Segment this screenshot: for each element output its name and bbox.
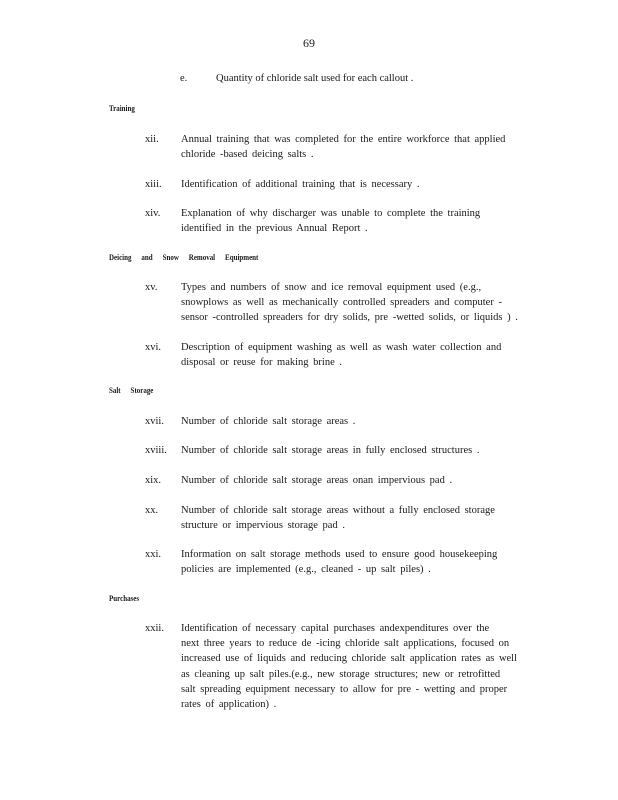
intro-item-text: Quantity of chloride salt used for each callout . [216,73,414,84]
item-number: xx. [145,505,159,516]
item-number: xiii. [145,179,162,190]
item-number: xvii. [145,416,164,427]
item-text: Information on salt storage methods used to ensure good housekeeping policies are implemented (e.g., cleaned - up salt piles) . [181,549,498,576]
item-text: Explanation of why discharger was unable to complete the training identified in the previous Annual Report . [181,208,481,235]
intro-item-label: e. [180,73,188,84]
item-number: xii. [145,134,159,145]
item-text: Description of equipment washing as well as wash water collection and disposal or reuse for making brine . [181,342,502,369]
item-number: xix. [145,475,162,486]
item-text: Annual training that was completed for the entire workforce that applied chloride -based deicing salts . [181,134,506,161]
item-text: Number of chloride salt storage areas without a fully enclosed storage structure or impervious storage pad . [181,505,495,532]
section-heading-salt-storage: Salt Storage [109,385,154,395]
section-heading-purchases: Purchases [109,593,140,603]
section-heading-training: Training [109,103,135,113]
item-text: Number of chloride salt storage areas . [181,416,356,427]
item-text: Identification of necessary capital purchases andexpenditures over the next three years to reduce de -icing chloride salt applications, focused on increased use of liquids and reducing chloride salt application rates as well as cleaning up salt piles.(e.g., new storage structures; new or retrofitted salt spreading equipment necessary to allow for pre - wetting and proper rates of application) . [181,623,518,711]
item-number: xxi. [145,549,162,560]
item-text: Types and numbers of snow and ice removal equipment used (e.g., snowplows as well as mechanically controlled spreaders and computer - sensor -controlled spreaders for dry solids, pre -wetted solids, or liquids ) . [181,282,518,324]
item-text: Number of chloride salt storage areas onan impervious pad . [181,475,453,486]
section-heading-equipment: Deicing and Snow Removal Equipment [109,252,259,262]
item-number: xxii. [145,623,164,634]
intro-item [180,73,413,84]
page-number: 69 [303,36,315,50]
item-number: xviii. [145,445,167,456]
item-text: Identification of additional training that is necessary . [181,179,420,190]
item-number: xiv. [145,208,161,219]
item-number: xv. [145,282,158,293]
item-number: xvi. [145,342,162,353]
item-text: Number of chloride salt storage areas in fully enclosed structures . [181,445,480,456]
